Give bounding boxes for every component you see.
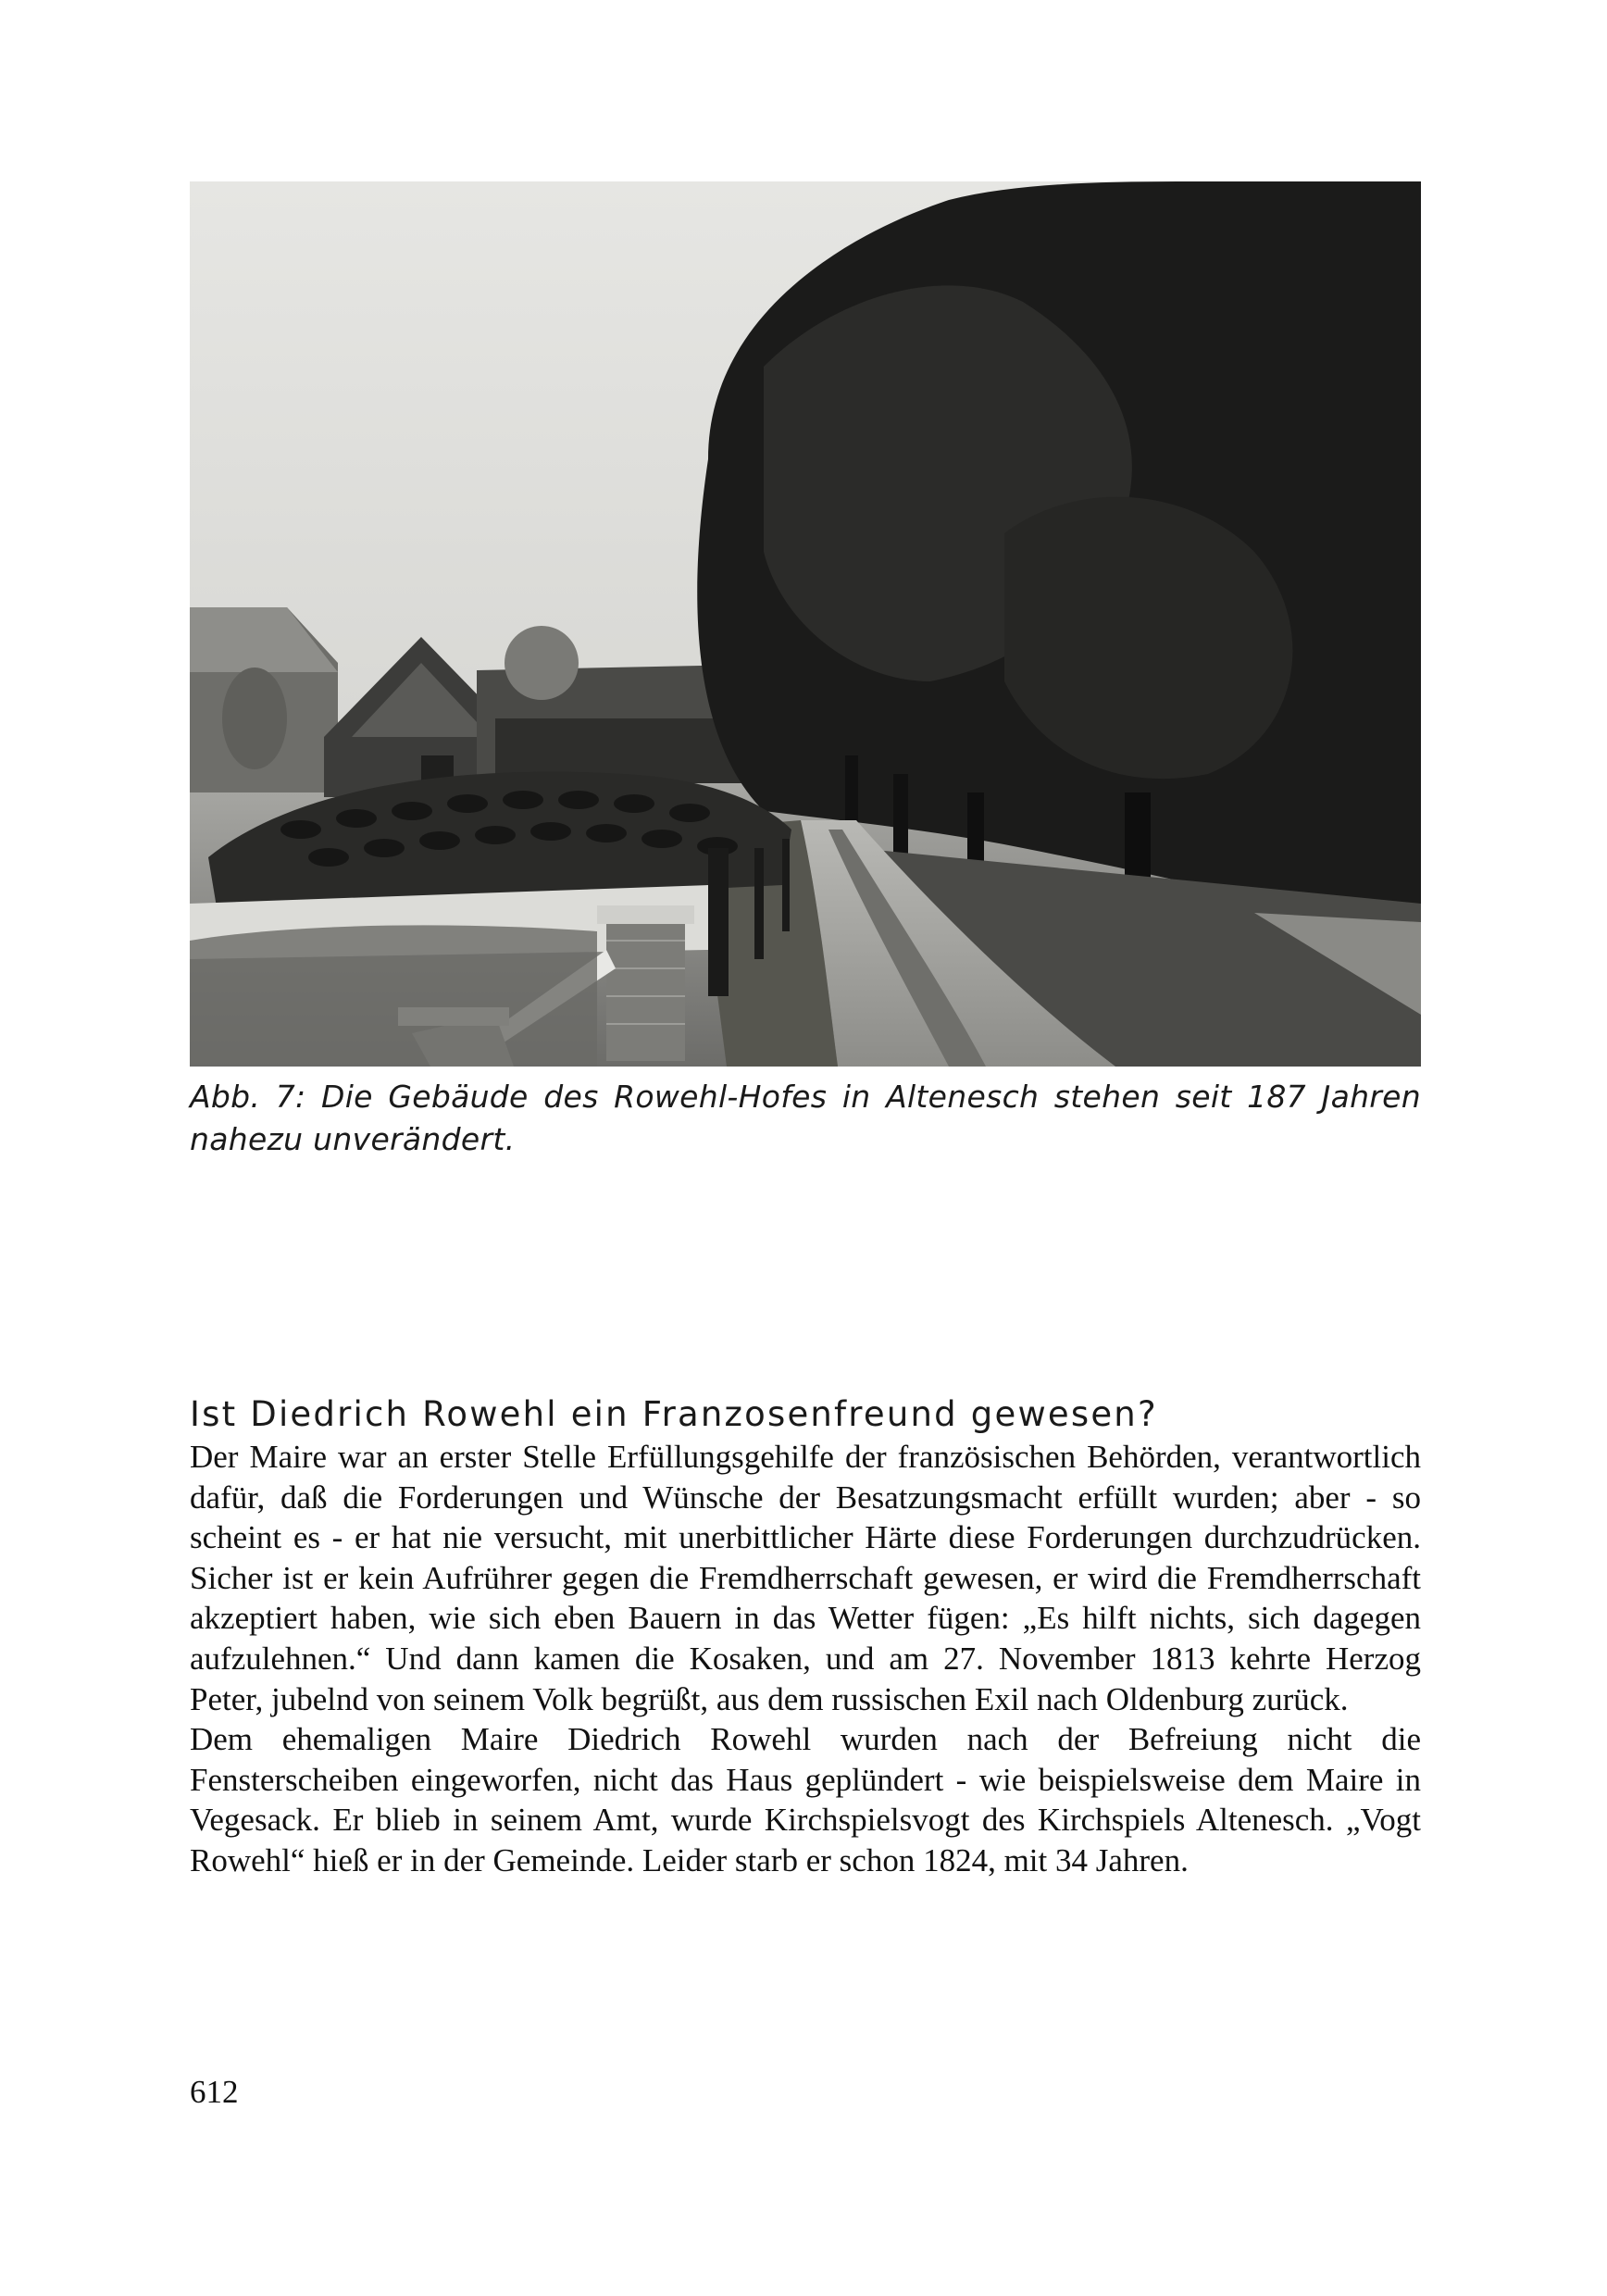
section-heading: Ist Diedrich Rowehl ein Franzosenfreund gewesen? <box>190 1394 1158 1434</box>
page-number: 612 <box>190 2074 239 2110</box>
body-text <box>190 1437 1421 1881</box>
paragraph: Dem ehemaligen Maire Diedrich Rowehl wurden nach der Befreiung nicht die Fensterscheiben eingeworfen, nicht das Haus geplündert - wie beispielsweise dem Maire in Vegesack. Er blieb in seinem Amt, wurde Kirchspielsvogt des Kirchspiels Altenesch. „Vogt Rowehl“ hieß er in der Gemeinde. Leider starb er schon 1824, mit 34 Jahren. <box>190 1721 1421 1878</box>
farm-photograph <box>190 181 1421 1067</box>
figure-caption: Abb. 7: Die Gebäude des Rowehl-Hofes in Altenesch stehen seit 187 Jahren nahezu unverändert. <box>190 1079 1421 1157</box>
paragraph: Der Maire war an erster Stelle Erfüllungsgehilfe der französischen Behörden, verantwortlich dafür, daß die Forderungen und Wünsche der Besatzungsmacht erfüllt wurden; aber - so scheint es - er hat nie versucht, mit unerbittlicher Härte diese Forderungen durchzudrücken. Sicher ist er kein Aufrührer gegen die Fremdherrschaft gewesen, er wird die Fremdherrschaft akzeptiert haben, wie sich eben Bauern in das Wetter fügen: „Es hilft nichts, sich dagegen aufzulehnen.“ Und dann kamen die Kosaken, und am 27. November 1813 kehrte Herzog Peter, jubelnd von seinem Volk begrüßt, aus dem russischen Exil nach Oldenburg zurück. <box>190 1439 1421 1717</box>
photo-illustration <box>190 181 1421 1067</box>
